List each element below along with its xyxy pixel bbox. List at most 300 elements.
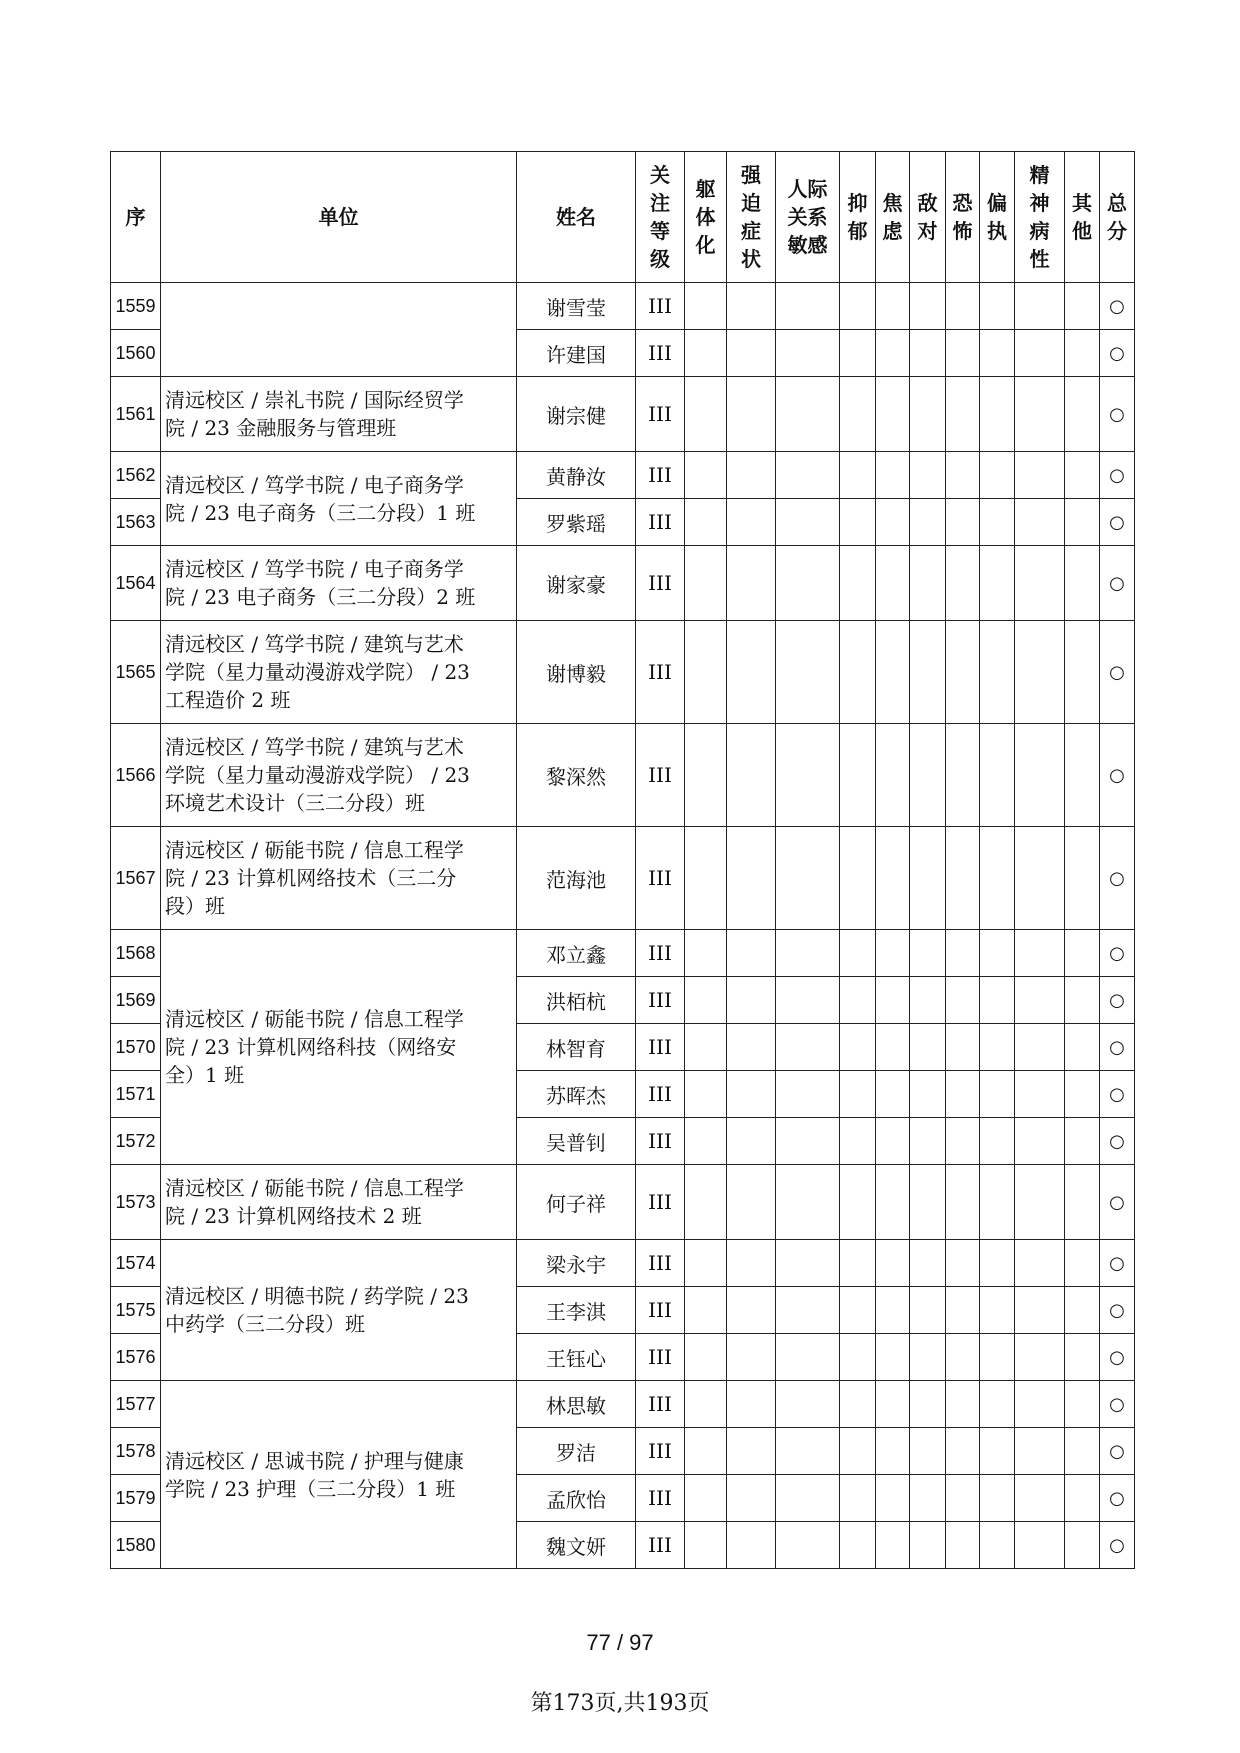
header-hostility xyxy=(910,152,946,283)
unit-line: 学院 / 23 护理（三二分段）1 班 xyxy=(165,1476,456,1501)
header-char: 级 xyxy=(650,247,670,271)
row-other-cell xyxy=(1065,1522,1100,1569)
row-name: 王钰心 xyxy=(517,1334,636,1381)
row-psychoticism-cell xyxy=(1015,1071,1065,1118)
row-depression-cell xyxy=(840,330,876,377)
row-anxiety-cell xyxy=(876,330,910,377)
row-phobia-cell xyxy=(946,452,980,499)
row-depression-cell xyxy=(840,724,876,827)
row-depression-cell xyxy=(840,1381,876,1428)
row-phobia-cell xyxy=(946,1428,980,1475)
row-paranoia-cell xyxy=(980,930,1015,977)
row-somatization-cell xyxy=(685,330,727,377)
unit-line: 院 / 23 金融服务与管理班 xyxy=(165,416,397,440)
row-anxiety-cell xyxy=(876,1071,910,1118)
row-name: 吴普钊 xyxy=(517,1118,636,1165)
row-level: III xyxy=(636,1165,685,1240)
row-name: 谢家豪 xyxy=(517,546,636,621)
header-other xyxy=(1065,152,1100,283)
row-somatization-cell xyxy=(685,1334,727,1381)
header-char: 执 xyxy=(987,219,1007,243)
header-char: 抑 xyxy=(847,191,868,215)
row-psychoticism-cell xyxy=(1015,1287,1065,1334)
row-total-mark: ○ xyxy=(1100,1118,1135,1165)
row-level: III xyxy=(636,283,685,330)
row-seq: 1575 xyxy=(111,1287,161,1334)
row-hostility-cell xyxy=(910,930,946,977)
header-level xyxy=(636,152,685,283)
row-other-cell xyxy=(1065,930,1100,977)
unit-line: 院 / 23 电子商务（三二分段）1 班 xyxy=(165,500,476,525)
row-seq: 1564 xyxy=(111,546,161,621)
row-total-mark: ○ xyxy=(1100,1522,1135,1569)
row-paranoia-cell xyxy=(980,377,1015,452)
row-ocd-cell xyxy=(727,977,776,1024)
row-total-mark: ○ xyxy=(1100,621,1135,724)
row-paranoia-cell xyxy=(980,1024,1015,1071)
row-name: 梁永宇 xyxy=(517,1240,636,1287)
row-depression-cell xyxy=(840,621,876,724)
row-unit xyxy=(161,621,517,724)
row-name: 孟欣怡 xyxy=(517,1475,636,1522)
row-psychoticism-cell xyxy=(1015,499,1065,546)
row-other-cell xyxy=(1065,283,1100,330)
row-somatization-cell xyxy=(685,621,727,724)
row-paranoia-cell xyxy=(980,1071,1015,1118)
row-hostility-cell xyxy=(910,1475,946,1522)
row-seq: 1561 xyxy=(111,377,161,452)
row-paranoia-cell xyxy=(980,1118,1015,1165)
header-char: 总 xyxy=(1107,191,1127,215)
row-seq: 1567 xyxy=(111,827,161,930)
row-interpersonal-cell xyxy=(776,1334,840,1381)
row-somatization-cell xyxy=(685,499,727,546)
row-psychoticism-cell xyxy=(1015,1475,1065,1522)
header-row xyxy=(111,152,1135,283)
row-anxiety-cell xyxy=(876,1428,910,1475)
row-phobia-cell xyxy=(946,724,980,827)
page-total: 第173页,共193页 xyxy=(530,1691,710,1716)
header-interpersonal xyxy=(776,152,840,283)
row-paranoia-cell xyxy=(980,1522,1015,1569)
row-name: 谢博毅 xyxy=(517,621,636,724)
row-level: III xyxy=(636,1024,685,1071)
row-total-mark: ○ xyxy=(1100,1381,1135,1428)
row-psychoticism-cell xyxy=(1015,283,1065,330)
row-somatization-cell xyxy=(685,1118,727,1165)
row-other-cell xyxy=(1065,1475,1100,1522)
row-level: III xyxy=(636,377,685,452)
row-seq: 1580 xyxy=(111,1522,161,1569)
row-interpersonal-cell xyxy=(776,1024,840,1071)
header-seq: 序 xyxy=(111,152,161,283)
row-phobia-cell xyxy=(946,1240,980,1287)
row-total-mark: ○ xyxy=(1100,1240,1135,1287)
row-depression-cell xyxy=(840,1475,876,1522)
row-total-mark: ○ xyxy=(1100,827,1135,930)
row-ocd-cell xyxy=(727,499,776,546)
row-depression-cell xyxy=(840,377,876,452)
row-other-cell xyxy=(1065,499,1100,546)
row-phobia-cell xyxy=(946,1287,980,1334)
row-anxiety-cell xyxy=(876,1334,910,1381)
row-phobia-cell xyxy=(946,1024,980,1071)
row-psychoticism-cell xyxy=(1015,1381,1065,1428)
row-somatization-cell xyxy=(685,1240,727,1287)
header-char: 病 xyxy=(1029,219,1050,243)
row-level: III xyxy=(636,1428,685,1475)
row-ocd-cell xyxy=(727,330,776,377)
row-paranoia-cell xyxy=(980,546,1015,621)
unit-line: 中药学（三二分段）班 xyxy=(165,1312,365,1336)
row-total-mark: ○ xyxy=(1100,1334,1135,1381)
row-seq: 1578 xyxy=(111,1428,161,1475)
row-unit xyxy=(161,930,517,1165)
row-hostility-cell xyxy=(910,724,946,827)
row-level: III xyxy=(636,724,685,827)
header-paranoia xyxy=(980,152,1015,283)
row-other-cell xyxy=(1065,377,1100,452)
row-total-mark: ○ xyxy=(1100,283,1135,330)
row-depression-cell xyxy=(840,1240,876,1287)
row-interpersonal-cell xyxy=(776,452,840,499)
row-somatization-cell xyxy=(685,546,727,621)
row-ocd-cell xyxy=(727,377,776,452)
unit-line: 院 / 23 计算机网络技术 2 班 xyxy=(165,1204,422,1228)
row-psychoticism-cell xyxy=(1015,452,1065,499)
row-level: III xyxy=(636,1287,685,1334)
row-somatization-cell xyxy=(685,1381,727,1428)
unit-line: 清远校区 / 崇礼书院 / 国际经贸学 xyxy=(165,388,464,412)
row-name: 范海池 xyxy=(517,827,636,930)
row-ocd-cell xyxy=(727,1522,776,1569)
row-interpersonal-cell xyxy=(776,1118,840,1165)
row-anxiety-cell xyxy=(876,1240,910,1287)
row-somatization-cell xyxy=(685,283,727,330)
header-char: 分 xyxy=(1107,219,1127,243)
header-char: 神 xyxy=(1029,191,1050,215)
row-anxiety-cell xyxy=(876,283,910,330)
table-row xyxy=(111,1381,1135,1428)
row-ocd-cell xyxy=(727,621,776,724)
header-char: 体 xyxy=(695,205,716,229)
row-anxiety-cell xyxy=(876,499,910,546)
header-char: 偏 xyxy=(987,191,1007,215)
row-phobia-cell xyxy=(946,1522,980,1569)
unit-line: 清远校区 / 砺能书院 / 信息工程学 xyxy=(165,838,464,862)
row-ocd-cell xyxy=(727,1024,776,1071)
row-psychoticism-cell xyxy=(1015,621,1065,724)
header-char: 躯 xyxy=(695,177,716,201)
row-level: III xyxy=(636,452,685,499)
row-interpersonal-cell xyxy=(776,1071,840,1118)
row-level: III xyxy=(636,1118,685,1165)
header-char: 对 xyxy=(917,219,938,243)
header-char: 怖 xyxy=(952,219,973,243)
unit-line: 段）班 xyxy=(165,894,225,918)
row-anxiety-cell xyxy=(876,1165,910,1240)
row-seq: 1563 xyxy=(111,499,161,546)
row-level: III xyxy=(636,827,685,930)
row-depression-cell xyxy=(840,283,876,330)
row-ocd-cell xyxy=(727,1475,776,1522)
unit-line: 学院（星力量动漫游戏学院） / 23 xyxy=(165,660,470,684)
row-somatization-cell xyxy=(685,977,727,1024)
row-paranoia-cell xyxy=(980,977,1015,1024)
header-char: 其 xyxy=(1072,191,1092,215)
row-phobia-cell xyxy=(946,1475,980,1522)
header-name: 姓名 xyxy=(517,152,636,283)
header-total xyxy=(1100,152,1135,283)
row-total-mark: ○ xyxy=(1100,546,1135,621)
row-level: III xyxy=(636,1334,685,1381)
row-name: 王李淇 xyxy=(517,1287,636,1334)
row-depression-cell xyxy=(840,1165,876,1240)
row-anxiety-cell xyxy=(876,930,910,977)
row-phobia-cell xyxy=(946,1071,980,1118)
row-psychoticism-cell xyxy=(1015,1024,1065,1071)
row-ocd-cell xyxy=(727,1165,776,1240)
row-hostility-cell xyxy=(910,377,946,452)
header-char: 敌 xyxy=(917,191,938,215)
row-interpersonal-cell xyxy=(776,1475,840,1522)
header-char: 等 xyxy=(650,219,670,243)
row-paranoia-cell xyxy=(980,1381,1015,1428)
row-psychoticism-cell xyxy=(1015,1334,1065,1381)
row-name: 罗紫瑶 xyxy=(517,499,636,546)
row-ocd-cell xyxy=(727,1071,776,1118)
row-total-mark: ○ xyxy=(1100,452,1135,499)
row-psychoticism-cell xyxy=(1015,1240,1065,1287)
header-char: 化 xyxy=(695,233,716,257)
row-other-cell xyxy=(1065,1118,1100,1165)
row-anxiety-cell xyxy=(876,977,910,1024)
row-anxiety-cell xyxy=(876,621,910,724)
row-total-mark: ○ xyxy=(1100,1428,1135,1475)
row-unit xyxy=(161,546,517,621)
row-interpersonal-cell xyxy=(776,977,840,1024)
header-char: 关系 xyxy=(787,205,828,229)
row-name: 黎深然 xyxy=(517,724,636,827)
row-other-cell xyxy=(1065,330,1100,377)
row-psychoticism-cell xyxy=(1015,546,1065,621)
row-hostility-cell xyxy=(910,977,946,1024)
header-psychoticism xyxy=(1015,152,1065,283)
row-anxiety-cell xyxy=(876,1024,910,1071)
row-other-cell xyxy=(1065,1428,1100,1475)
row-depression-cell xyxy=(840,930,876,977)
row-unit xyxy=(161,1240,517,1381)
row-other-cell xyxy=(1065,827,1100,930)
row-level: III xyxy=(636,1240,685,1287)
row-somatization-cell xyxy=(685,1071,727,1118)
row-interpersonal-cell xyxy=(776,1165,840,1240)
row-name: 林思敏 xyxy=(517,1381,636,1428)
header-char: 状 xyxy=(741,247,761,271)
unit-line: 清远校区 / 笃学书院 / 电子商务学 xyxy=(165,557,464,581)
unit-line: 清远校区 / 砺能书院 / 信息工程学 xyxy=(165,1007,464,1031)
row-seq: 1562 xyxy=(111,452,161,499)
row-ocd-cell xyxy=(727,1428,776,1475)
row-hostility-cell xyxy=(910,1334,946,1381)
row-hostility-cell xyxy=(910,621,946,724)
row-other-cell xyxy=(1065,1024,1100,1071)
table-row xyxy=(111,724,1135,827)
header-char: 虑 xyxy=(882,219,903,243)
header-somatization xyxy=(685,152,727,283)
row-seq: 1560 xyxy=(111,330,161,377)
row-somatization-cell xyxy=(685,1522,727,1569)
row-name: 魏文妍 xyxy=(517,1522,636,1569)
unit-line: 院 / 23 计算机网络科技（网络安 xyxy=(165,1035,457,1059)
row-total-mark: ○ xyxy=(1100,1165,1135,1240)
row-somatization-cell xyxy=(685,827,727,930)
unit-line: 工程造价 2 班 xyxy=(165,688,291,712)
row-somatization-cell xyxy=(685,452,727,499)
row-depression-cell xyxy=(840,1334,876,1381)
row-depression-cell xyxy=(840,1428,876,1475)
row-anxiety-cell xyxy=(876,1522,910,1569)
row-total-mark: ○ xyxy=(1100,1475,1135,1522)
row-unit xyxy=(161,377,517,452)
row-hostility-cell xyxy=(910,1428,946,1475)
row-name: 洪栢杭 xyxy=(517,977,636,1024)
unit-line: 环境艺术设计（三二分段）班 xyxy=(165,791,425,815)
row-seq: 1577 xyxy=(111,1381,161,1428)
row-anxiety-cell xyxy=(876,1475,910,1522)
row-ocd-cell xyxy=(727,1381,776,1428)
row-level: III xyxy=(636,546,685,621)
row-seq: 1572 xyxy=(111,1118,161,1165)
row-seq: 1576 xyxy=(111,1334,161,1381)
header-char: 迫 xyxy=(741,191,761,215)
row-other-cell xyxy=(1065,452,1100,499)
row-other-cell xyxy=(1065,1287,1100,1334)
row-depression-cell xyxy=(840,827,876,930)
unit-line: 清远校区 / 明德书院 / 药学院 / 23 xyxy=(165,1284,469,1308)
row-depression-cell xyxy=(840,546,876,621)
unit-line: 院 / 23 电子商务（三二分段）2 班 xyxy=(165,585,476,609)
row-paranoia-cell xyxy=(980,452,1015,499)
row-phobia-cell xyxy=(946,827,980,930)
row-paranoia-cell xyxy=(980,283,1015,330)
table-row xyxy=(111,546,1135,621)
row-phobia-cell xyxy=(946,377,980,452)
row-seq: 1573 xyxy=(111,1165,161,1240)
row-other-cell xyxy=(1065,546,1100,621)
row-hostility-cell xyxy=(910,1522,946,1569)
row-interpersonal-cell xyxy=(776,546,840,621)
row-other-cell xyxy=(1065,977,1100,1024)
row-interpersonal-cell xyxy=(776,827,840,930)
row-other-cell xyxy=(1065,724,1100,827)
row-level: III xyxy=(636,977,685,1024)
row-ocd-cell xyxy=(727,724,776,827)
row-psychoticism-cell xyxy=(1015,930,1065,977)
row-somatization-cell xyxy=(685,1024,727,1071)
row-interpersonal-cell xyxy=(776,1522,840,1569)
row-level: III xyxy=(636,1381,685,1428)
row-phobia-cell xyxy=(946,546,980,621)
row-interpersonal-cell xyxy=(776,1287,840,1334)
row-hostility-cell xyxy=(910,1165,946,1240)
table-row xyxy=(111,1165,1135,1240)
row-seq: 1566 xyxy=(111,724,161,827)
page-number: 77 / 97 xyxy=(586,1630,654,1655)
unit-line: 清远校区 / 笃学书院 / 建筑与艺术 xyxy=(165,735,464,759)
row-ocd-cell xyxy=(727,827,776,930)
table-row xyxy=(111,283,1135,330)
row-interpersonal-cell xyxy=(776,621,840,724)
row-paranoia-cell xyxy=(980,1165,1015,1240)
header-char: 他 xyxy=(1072,219,1092,243)
row-name: 许建国 xyxy=(517,330,636,377)
row-interpersonal-cell xyxy=(776,330,840,377)
row-somatization-cell xyxy=(685,377,727,452)
row-unit xyxy=(161,452,517,546)
row-unit xyxy=(161,724,517,827)
table-row xyxy=(111,452,1135,499)
row-interpersonal-cell xyxy=(776,1428,840,1475)
row-interpersonal-cell xyxy=(776,283,840,330)
row-other-cell xyxy=(1065,1240,1100,1287)
row-psychoticism-cell xyxy=(1015,1428,1065,1475)
row-anxiety-cell xyxy=(876,724,910,827)
row-paranoia-cell xyxy=(980,1240,1015,1287)
attention-list-table xyxy=(110,151,1135,1569)
row-depression-cell xyxy=(840,1287,876,1334)
row-psychoticism-cell xyxy=(1015,977,1065,1024)
row-total-mark: ○ xyxy=(1100,330,1135,377)
row-paranoia-cell xyxy=(980,1334,1015,1381)
row-seq: 1559 xyxy=(111,283,161,330)
row-seq: 1571 xyxy=(111,1071,161,1118)
row-other-cell xyxy=(1065,1071,1100,1118)
row-paranoia-cell xyxy=(980,330,1015,377)
table-row xyxy=(111,930,1135,977)
row-phobia-cell xyxy=(946,1118,980,1165)
row-unit xyxy=(161,827,517,930)
row-total-mark: ○ xyxy=(1100,930,1135,977)
row-other-cell xyxy=(1065,1381,1100,1428)
header-char: 关 xyxy=(650,163,670,187)
row-depression-cell xyxy=(840,1024,876,1071)
row-hostility-cell xyxy=(910,1024,946,1071)
header-char: 人际 xyxy=(787,177,828,201)
row-total-mark: ○ xyxy=(1100,499,1135,546)
row-psychoticism-cell xyxy=(1015,724,1065,827)
row-ocd-cell xyxy=(727,546,776,621)
row-name: 何子祥 xyxy=(517,1165,636,1240)
row-anxiety-cell xyxy=(876,1287,910,1334)
header-anxiety xyxy=(876,152,910,283)
row-phobia-cell xyxy=(946,621,980,724)
row-name: 罗洁 xyxy=(517,1428,636,1475)
header-char: 恐 xyxy=(952,191,973,215)
row-interpersonal-cell xyxy=(776,1240,840,1287)
row-depression-cell xyxy=(840,1522,876,1569)
row-seq: 1569 xyxy=(111,977,161,1024)
row-phobia-cell xyxy=(946,330,980,377)
row-somatization-cell xyxy=(685,1475,727,1522)
header-phobia xyxy=(946,152,980,283)
row-total-mark: ○ xyxy=(1100,977,1135,1024)
header-char: 强 xyxy=(741,163,761,187)
row-total-mark: ○ xyxy=(1100,1287,1135,1334)
row-psychoticism-cell xyxy=(1015,827,1065,930)
row-level: III xyxy=(636,1071,685,1118)
row-phobia-cell xyxy=(946,283,980,330)
